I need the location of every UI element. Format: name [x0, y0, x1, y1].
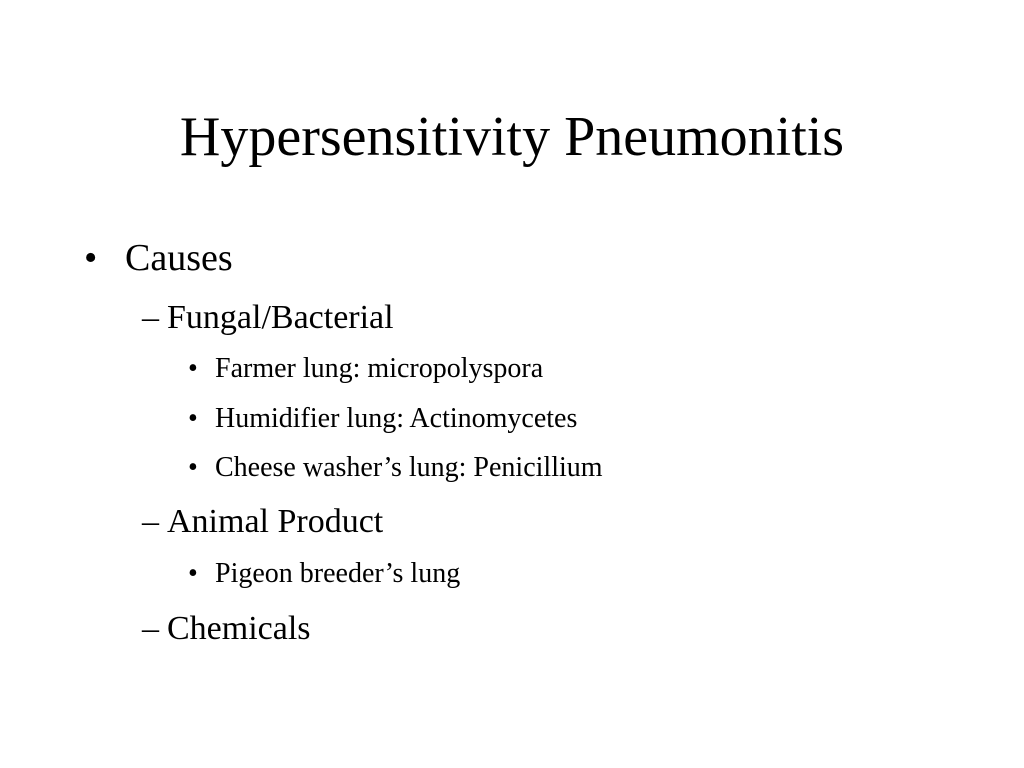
dash-marker: –: [142, 503, 159, 540]
list-item: [188, 402, 577, 436]
list-item: [188, 451, 603, 485]
bullet-marker: •: [188, 558, 198, 589]
dash-marker: –: [142, 299, 159, 336]
bullet-causes: [84, 236, 233, 280]
sub-bullet-label: Fungal/Bacterial: [167, 299, 394, 336]
sub-bullet-animal-product: [142, 502, 383, 542]
sub-bullet-label: Chemicals: [167, 610, 311, 647]
list-item: [188, 557, 460, 591]
list-item-text: Farmer lung: micropolyspora: [215, 353, 544, 384]
sub-bullet-fungal-bacterial: [142, 298, 394, 338]
bullet-marker: •: [84, 237, 98, 279]
bullet-marker: •: [188, 353, 198, 384]
list-item: [188, 352, 543, 386]
bullet-marker: •: [188, 403, 198, 434]
dash-marker: –: [142, 610, 159, 647]
sub-bullet-chemicals: [142, 609, 311, 649]
bullet-causes-label: Causes: [125, 237, 233, 279]
slide-title: Hypersensitivity Pneumonitis: [179, 106, 845, 168]
bullet-marker: •: [188, 452, 198, 483]
list-item-text: Pigeon breeder’s lung: [215, 558, 461, 589]
list-item-text: Cheese washer’s lung: Penicillium: [215, 452, 603, 483]
list-item-text: Humidifier lung: Actinomycetes: [215, 403, 578, 434]
sub-bullet-label: Animal Product: [167, 503, 384, 540]
